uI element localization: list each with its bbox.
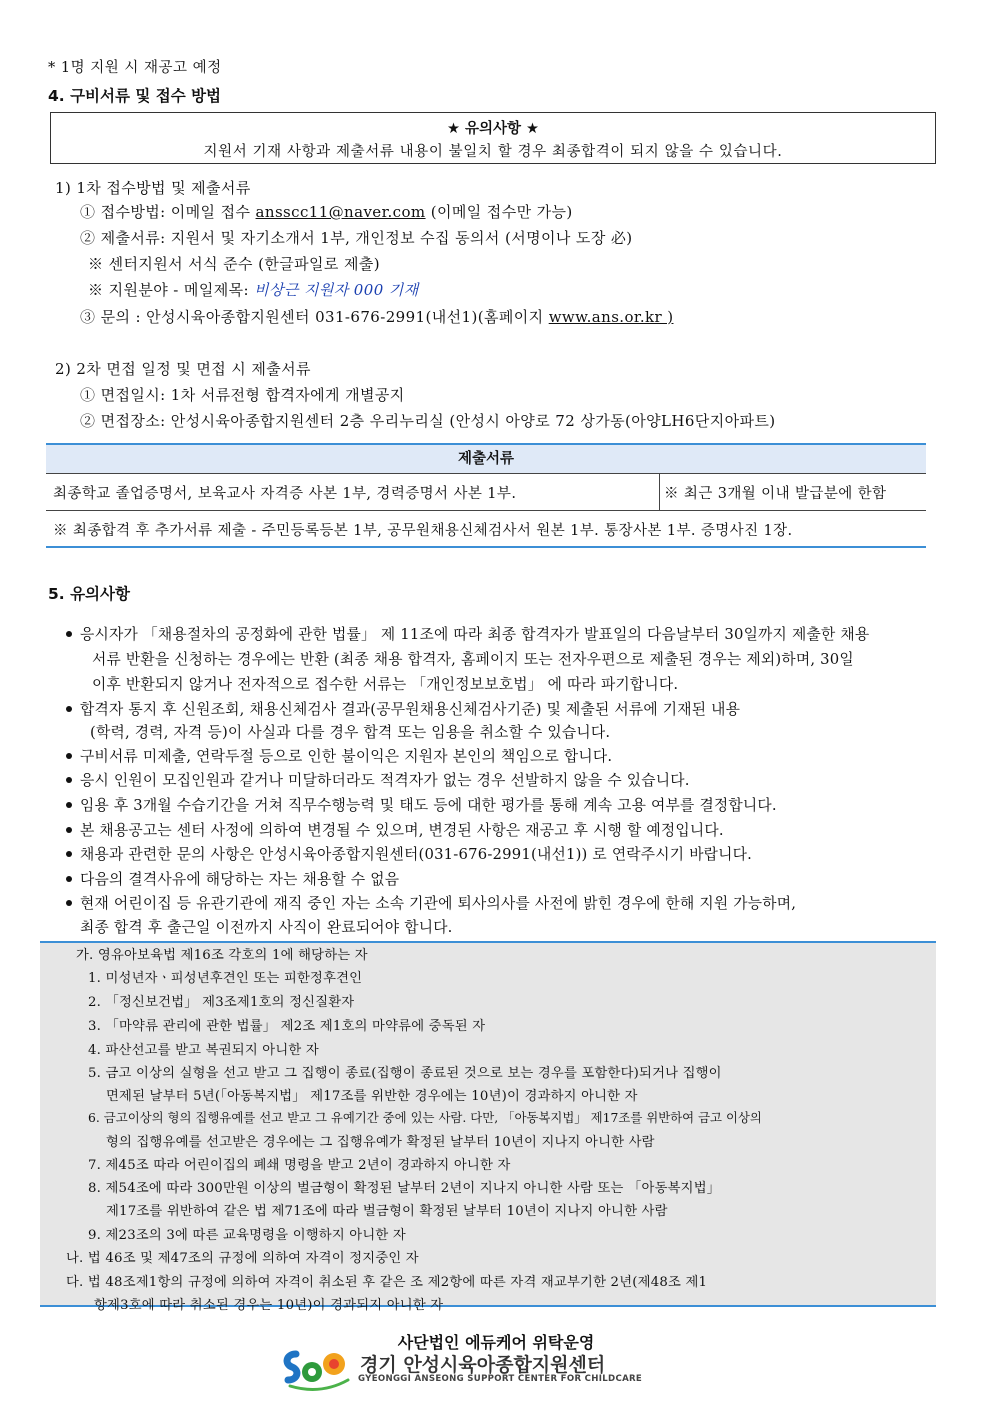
- bullet-icon: [66, 827, 72, 833]
- bullet-icon: [66, 876, 72, 882]
- contact-prefix: ③ 문의 : 안성시육아종합지원센터 031-676-2991(내선1)(홈페이지: [80, 308, 549, 326]
- disq-da-line-1: 다. 법 48조제1항의 규정에 의하여 자격이 취소된 후 같은 조 제2항에 따른 자격 재교부기한 2년(제48조 제1: [66, 1275, 708, 1290]
- disq-item: 9. 제23조의 3에 따른 교육명령을 이행하지 아니한 자: [88, 1228, 406, 1243]
- bullet-icon: [66, 851, 72, 857]
- notice-heading: ★ 유의사항 ★: [446, 121, 540, 137]
- table-divider: [46, 510, 926, 511]
- table-bottom-border: [46, 546, 926, 548]
- bullet-icon: [66, 753, 72, 759]
- subject-example: 비상근 지원자 000 기재: [254, 281, 419, 299]
- notice-box: [50, 112, 936, 164]
- method-suffix: (이메일 접수만 가능): [425, 203, 573, 221]
- caution-1-line-2: 서류 반환을 신청하는 경우에는 반환 (최종 채용 합격자, 홈페이지 또는 전자우편으로 제출된 경우는 제외)하며, 30일: [92, 651, 854, 668]
- caution-7: 채용과 관련한 문의 사항은 안성시육아종합지원센터(031-676-2991(내선1)) 로 연락주시기 바랍니다.: [80, 846, 753, 863]
- table-divider: [46, 473, 926, 474]
- table-row1-left: 최종학교 졸업증명서, 보육교사 자격증 사본 1부, 경력증명서 사본 1부.: [53, 486, 517, 502]
- website-link[interactable]: www.ans.or.kr ): [548, 308, 674, 326]
- disq-item: 5. 금고 이상의 실형을 선고 받고 그 집행이 종료(집행이 종료된 것으로 보는 경우를 포함한다)되거나 집행이: [88, 1066, 722, 1081]
- bullet-icon: [66, 777, 72, 783]
- center-logo-icon: [282, 1342, 354, 1392]
- caution-9-line-2: 최종 합격 후 출근일 이전까지 사직이 완료되어야 합니다.: [80, 919, 453, 936]
- step2-date: ① 면접일시: 1차 서류전형 합격자에게 개별공지: [80, 386, 405, 404]
- disq-na: 나. 법 46조 및 제47조의 규정에 의하여 자격이 정지중인 자: [66, 1251, 419, 1266]
- disq-item: 7. 제45조 따라 어린이집의 폐쇄 명령을 받고 2년이 경과하지 아니한 자: [88, 1158, 511, 1173]
- section-4-title: 4. 구비서류 및 접수 방법: [48, 87, 222, 105]
- bullet-icon: [66, 802, 72, 808]
- notice-text: 지원서 기재 사항과 제출서류 내용이 불일치 할 경우 최종합격이 되지 않을 수 있습니다.: [203, 144, 783, 160]
- center-name-ko: 경기 안성시육아종합지원센터: [360, 1354, 606, 1376]
- bullet-icon: [66, 900, 72, 906]
- caution-6: 본 채용공고는 센터 사정에 의하여 변경될 수 있으며, 변경된 사항은 재공고 후 시행 할 예정입니다.: [80, 822, 724, 839]
- email-link[interactable]: ansscc11@naver.com: [255, 203, 426, 221]
- caution-2-line-1: 합격자 통지 후 신원조회, 채용신체검사 결과(공무원채용신체검사기준) 및 제출된 서류에 기재된 내용: [80, 701, 741, 718]
- disq-da-line-2: 항제3호에 따라 취소된 경우는 10년)이 경과되지 아니한 자: [94, 1298, 444, 1313]
- caution-9-line-1: 현재 어린이집 등 유관기관에 재직 중인 자는 소속 기관에 퇴사의사를 사전에 밝힌 경우에 한해 지원 가능하며,: [80, 895, 797, 912]
- caution-5: 임용 후 3개월 수습기간을 거쳐 직무수행능력 및 태도 등에 대한 평가를 통해 계속 고용 여부를 결정합니다.: [80, 797, 777, 814]
- caution-4: 응시 인원이 모집인원과 같거나 미달하더라도 적격자가 없는 경우 선발하지 않을 수 있습니다.: [80, 772, 690, 789]
- step1-contact: [80, 306, 673, 327]
- disq-item: 3. 「마약류 관리에 관한 법률」 제2조 제1호의 마약류에 중독된 자: [88, 1019, 486, 1034]
- method-prefix: ① 접수방법: 이메일 접수: [80, 203, 256, 221]
- center-name-en: GYEONGGI ANSEONG SUPPORT CENTER FOR CHILDCARE: [358, 1374, 643, 1384]
- disq-item: 면제된 날부터 5년(「아동복지법」 제17조를 위반한 경우에는 10년)이 경과하지 아니한 자: [106, 1089, 638, 1104]
- caution-3: 구비서류 미제출, 연락두절 등으로 인한 불이익은 지원자 본인의 책임으로 합니다.: [80, 748, 613, 765]
- table-column-divider: [659, 474, 660, 510]
- section-5-title: 5. 유의사항: [48, 585, 130, 603]
- subject-prefix: ※ 지원분야 - 메일제목:: [88, 281, 255, 299]
- step1-method: [80, 201, 573, 222]
- step1-documents: ② 제출서류: 지원서 및 자기소개서 1부, 개인정보 수집 동의서 (서명이나 도장 必): [80, 229, 633, 247]
- caution-1-line-1: 응시자가 「채용절차의 공정화에 관한 법률」 제 11조에 따라 최종 합격자가 발표일의 다음날부터 30일까지 제출한 채용: [80, 626, 870, 643]
- step2-title: 2) 2차 면접 일정 및 면접 시 제출서류: [55, 360, 311, 378]
- disq-item: 제17조를 위반하여 같은 법 제71조에 따라 벌금형이 확정된 날부터 10년이 지나지 아니한 사람: [106, 1204, 668, 1219]
- disq-item: 8. 제54조에 따라 300만원 이상의 벌금형이 확정된 날부터 2년이 지나지 아니한 사람 또는 「아동복지법」: [88, 1181, 721, 1196]
- disq-item: 6. 금고이상의 형의 집행유예를 선고 받고 그 유예기간 중에 있는 사람. 다만, 「아동복지법」 제17조를 위반하여 금고 이상의: [88, 1110, 762, 1125]
- disq-item: 1. 미성년자ㆍ피성년후견인 또는 피한정후견인: [88, 971, 363, 986]
- caution-1-line-3: 이후 반환되지 않거나 전자적으로 접수한 서류는 「개인정보보호법」 에 따라 파기합니다.: [92, 676, 679, 693]
- disq-item: 2. 「정신보건법」 제3조제1호의 정신질환자: [88, 995, 355, 1010]
- caution-8: 다음의 결격사유에 해당하는 자는 채용할 수 없음: [80, 871, 400, 888]
- operator-line: 사단법인 에듀케어 위탁운영: [397, 1333, 595, 1352]
- disq-item: 4. 파산선고를 받고 복권되지 아니한 자: [88, 1043, 319, 1058]
- disq-ga: 가. 영유아보육법 제16조 각호의 1에 해당하는 자: [76, 948, 368, 963]
- bullet-icon: [66, 631, 72, 637]
- table-row2: ※ 최종합격 후 추가서류 제출 - 주민등록등본 1부, 공무원채용신체검사서 원본 1부. 통장사본 1부. 증명사진 1장.: [53, 523, 793, 539]
- table-row1-right: ※ 최근 3개월 이내 발급분에 한함: [664, 486, 887, 502]
- table-header: 제출서류: [46, 445, 926, 473]
- step2-place: ② 면접장소: 안성시육아종합지원센터 2층 우리누리실 (안성시 아양로 72 상가동(아양LH6단지아파트): [80, 412, 776, 430]
- step1-form-note: ※ 센터지원서 서식 준수 (한글파일로 제출): [88, 255, 380, 273]
- caution-2-line-2: (학력, 경력, 자격 등)이 사실과 다를 경우 합격 또는 임용을 취소할 수 있습니다.: [90, 724, 611, 741]
- bullet-icon: [66, 706, 72, 712]
- step1-subject-note: [88, 279, 419, 300]
- disqualification-box: [40, 941, 936, 1313]
- reannouncement-note: * 1명 지원 시 재공고 예정: [48, 60, 222, 76]
- disq-item: 형의 집행유예를 선고받은 경우에는 그 집행유예가 확정된 날부터 10년이 지나지 아니한 사람: [106, 1135, 655, 1150]
- step1-title: 1) 1차 접수방법 및 제출서류: [55, 179, 251, 197]
